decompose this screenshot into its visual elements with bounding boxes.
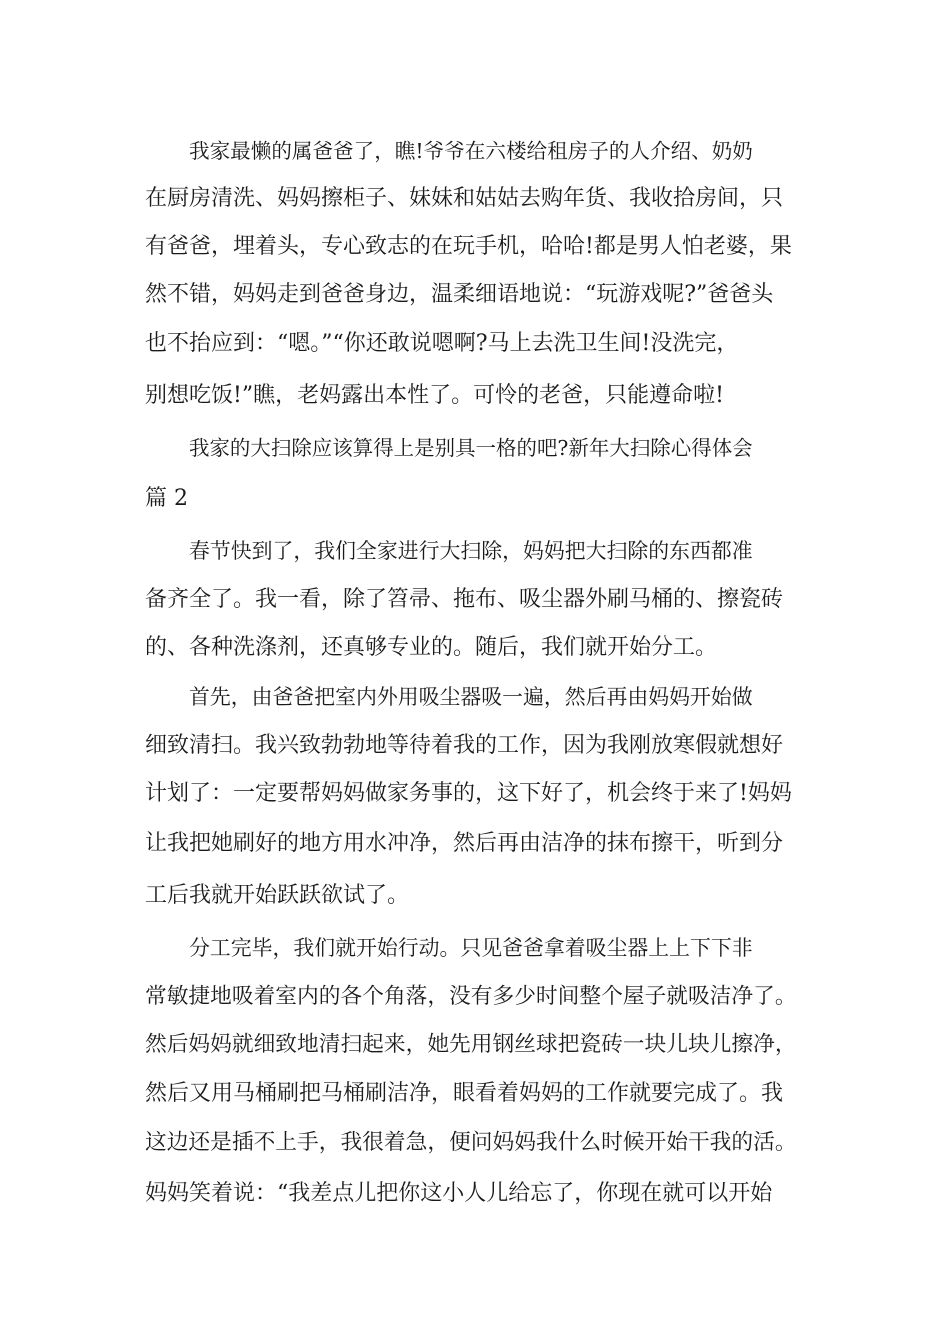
text-line: 细致清扫。我兴致勃勃地等待着我的工作，因为我刚放寒假就想好	[145, 733, 784, 758]
text-line: 也不抬应到：“嗯。”“你还敢说嗯啊?马上去洗卫生间!没洗完，	[145, 331, 739, 356]
text-line: 分工完毕，我们就开始行动。只见爸爸拿着吸尘器上上下下非	[189, 936, 753, 960]
text-line: 妈妈笑着说：“我差点儿把你这小人儿给忘了，你现在就可以开始	[145, 1181, 773, 1206]
text-line: 让我把她刷好的地方用水冲净，然后再由洁净的抹布擦干，听到分	[145, 831, 784, 856]
text-line: 在厨房清洗、妈妈擦柜子、妹妹和姑姑去购年货、我收拾房间，只	[145, 186, 784, 211]
text-line: 别想吃饭!”瞧，老妈露出本性了。可怜的老爸，只能遵命啦!	[145, 383, 724, 408]
text-line: 然不错，妈妈走到爸爸身边，温柔细语地说：“玩游戏呢?”爸爸头	[145, 282, 774, 307]
text-line: 我家最懒的属爸爸了，瞧!爷爷在六楼给租房子的人介绍、奶奶	[189, 139, 753, 163]
text-line: 春节快到了，我们全家进行大扫除，妈妈把大扫除的东西都准	[189, 539, 753, 563]
text-line: 备齐全了。我一看，除了笤帚、拖布、吸尘器外刷马桶的、擦瓷砖	[145, 587, 784, 612]
text-line: 计划了：一定要帮妈妈做家务事的，这下好了，机会终于来了!妈妈	[145, 781, 792, 806]
text-line: 的、各种洗涤剂，还真够专业的。随后，我们就开始分工。	[145, 635, 718, 660]
text-line: 这边还是插不上手，我很着急，便问妈妈我什么时候开始干我的活。	[145, 1130, 797, 1155]
text-line: 然后又用马桶刷把马桶刷洁净，眼看着妈妈的工作就要完成了。我	[145, 1081, 784, 1106]
text-line: 我家的大扫除应该算得上是别具一格的吧?新年大扫除心得体会	[189, 436, 753, 460]
text-line: 有爸爸，埋着头，专心致志的在玩手机，哈哈!都是男人怕老婆，果	[145, 234, 792, 259]
text-line: 然后妈妈就细致地清扫起来，她先用钢丝球把瓷砖一块儿块儿擦净，	[145, 1032, 797, 1057]
text-line: 工后我就开始跃跃欲试了。	[145, 883, 410, 908]
text-line: 篇 2	[145, 486, 188, 511]
text-line: 常敏捷地吸着室内的各个角落，没有多少时间整个屋子就吸洁净了。	[145, 984, 797, 1009]
text-line: 首先，由爸爸把室内外用吸尘器吸一遍，然后再由妈妈开始做	[189, 685, 753, 709]
